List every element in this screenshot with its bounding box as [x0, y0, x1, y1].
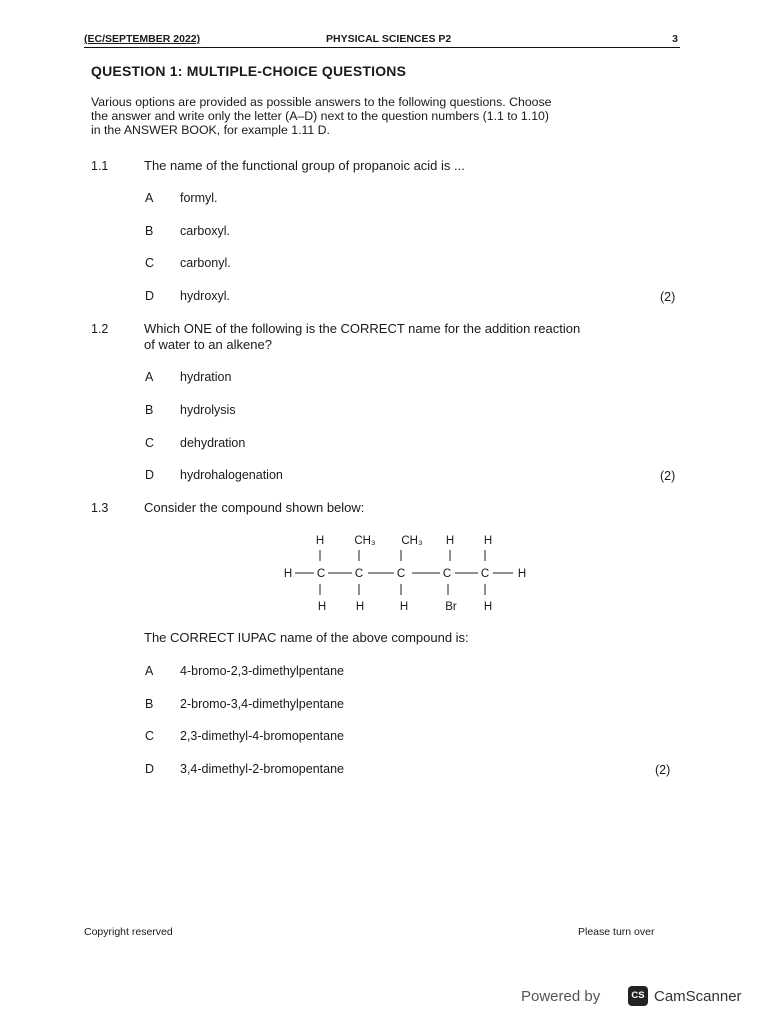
marks-label: (2) [655, 763, 671, 777]
option-text: carboxyl. [180, 224, 231, 238]
option-text: carbonyl. [180, 256, 231, 270]
question-number: 1.3 [91, 501, 109, 515]
option-letter: C [145, 729, 155, 743]
footer-copyright: Copyright reserved [84, 926, 173, 938]
option-letter: D [145, 289, 155, 303]
atom-label: H [445, 535, 455, 547]
instruction-line: Various options are provided as possible answers to the following questions. Choose [91, 95, 552, 109]
footer-turn-over: Please turn over [578, 926, 655, 938]
atom-label: Br [445, 601, 457, 613]
marks-label: (2) [660, 469, 676, 483]
watermark-powered-by: Powered by [521, 988, 601, 1005]
option-text: hydroxyl. [180, 289, 231, 303]
structural-formula [270, 528, 550, 618]
option-text: 2-bromo-3,4-dimethylpentane [180, 697, 344, 711]
atom-label: H [483, 601, 493, 613]
atom-label: C [396, 568, 406, 580]
option-text: dehydration [180, 436, 246, 450]
atom-label: H [315, 535, 325, 547]
marks-label: (2) [660, 290, 676, 304]
question-text-line: Which ONE of the following is the CORRECT name for the addition reaction [144, 321, 581, 336]
header-exam-date: (EC/SEPTEMBER 2022) [84, 33, 201, 45]
atom-label: C [442, 568, 452, 580]
atom-label: CH₃ [401, 535, 423, 547]
option-text: 4-bromo-2,3-dimethylpentane [180, 664, 344, 678]
instruction-line: the answer and write only the letter (A–D) next to the question numbers (1.1 to 1.10) [91, 109, 549, 123]
atom-label: H [283, 568, 293, 580]
question-text [144, 321, 644, 353]
question-number: 1.1 [91, 159, 109, 173]
instruction-line: in the ANSWER BOOK, for example 1.11 D. [91, 123, 330, 137]
option-text: 2,3-dimethyl-4-bromopentane [180, 729, 344, 743]
header-page-number: 3 [672, 33, 678, 45]
header-subject: PHYSICAL SCIENCES P2 [326, 33, 452, 45]
question-text: The name of the functional group of propanoic acid is ... [144, 158, 465, 173]
option-letter: C [145, 256, 155, 270]
atom-label: C [354, 568, 364, 580]
instructions [91, 95, 651, 137]
option-letter: B [145, 403, 154, 417]
atom-label: H [483, 535, 493, 547]
option-text: hydration [180, 370, 232, 384]
question-title: QUESTION 1: MULTIPLE-CHOICE QUESTIONS [91, 63, 407, 79]
question-subtext: The CORRECT IUPAC name of the above compound is: [144, 630, 469, 645]
page-header [84, 33, 680, 48]
atom-label: CH₃ [354, 535, 376, 547]
question-number: 1.2 [91, 322, 109, 336]
atom-label: H [317, 601, 327, 613]
option-text: hydrohalogenation [180, 468, 283, 482]
option-letter: A [145, 370, 154, 384]
atom-label: H [517, 568, 527, 580]
option-letter: A [145, 191, 154, 205]
atom-label: C [480, 568, 490, 580]
question-text-line: of water to an alkene? [144, 337, 272, 352]
option-letter: D [145, 468, 155, 482]
option-letter: A [145, 664, 154, 678]
watermark-brand: CamScanner [654, 988, 742, 1005]
atom-label: C [316, 568, 326, 580]
atom-label: H [355, 601, 365, 613]
camscanner-logo-icon: CS [628, 986, 648, 1006]
option-letter: C [145, 436, 155, 450]
option-text: hydrolysis [180, 403, 236, 417]
option-text: 3,4-dimethyl-2-bromopentane [180, 762, 344, 776]
option-letter: B [145, 697, 154, 711]
question-text: Consider the compound shown below: [144, 500, 365, 515]
option-text: formyl. [180, 191, 218, 205]
atom-label: H [399, 601, 409, 613]
option-letter: D [145, 762, 155, 776]
option-letter: B [145, 224, 154, 238]
